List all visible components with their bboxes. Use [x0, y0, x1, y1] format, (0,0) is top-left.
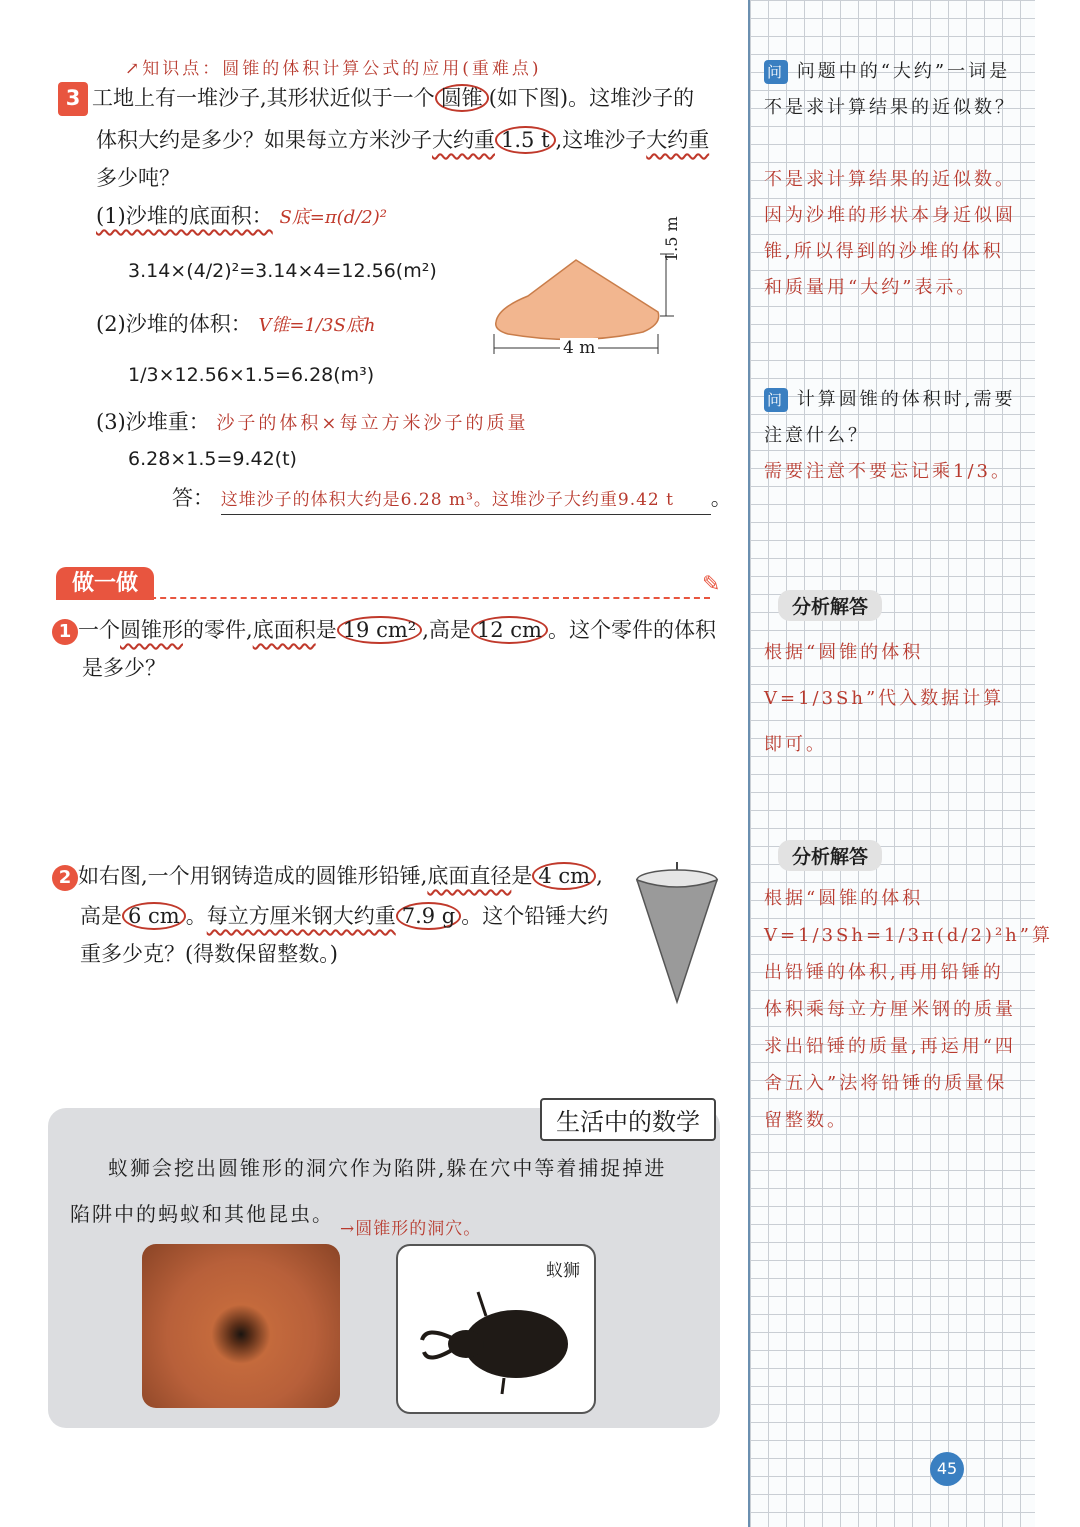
antlion-head — [448, 1330, 484, 1358]
note-q1: 问 问题中的“大约”一词是不是求计算结果的近似数？ — [764, 61, 1016, 118]
life-text-line1: 蚁狮会挖出圆锥形的洞穴作为陷阱,躲在穴中等着捕捉掉进 — [108, 1156, 667, 1180]
example-question: 3 工地上有一堆沙子,其形状近似于一个 圆锥 (如下图)。这堆沙子的 — [58, 82, 728, 116]
step1-calc: 3.14×(4/2)²=3.14×4=12.56(m²) — [128, 260, 437, 282]
arrow-icon: ↗ — [125, 59, 143, 79]
step3-calc: 6.28×1.5=9.42(t) — [128, 448, 297, 470]
practice-q2-line3: 重多少克？(得数保留整数。) — [80, 942, 338, 966]
question-badge-icon: 问 — [764, 60, 788, 84]
practice-divider — [140, 597, 710, 599]
q2-number: 2 — [52, 865, 78, 891]
figure-width-label: 4 m — [560, 338, 598, 358]
life-note: →圆锥形的洞穴。 — [340, 1219, 482, 1239]
life-text-line2: 陷阱中的蚂蚁和其他昆虫。 — [70, 1202, 334, 1226]
life-math-title: 生活中的数学 — [540, 1098, 716, 1141]
step1: (1)沙堆的底面积： S底=π(d/2)² — [96, 204, 387, 228]
note-a1: 不是求计算结果的近似数。因为沙堆的形状本身近似圆锥,所以得到的沙堆的体积和质量用“大约”表示。 — [764, 169, 1016, 298]
notes-panel — [748, 0, 1053, 1527]
practice-title: 做一做 — [56, 567, 154, 600]
practice-q1: 1 一个圆锥形的零件,底面积是 19 cm² ,高是 12 cm 。这个零件的体积 — [52, 614, 732, 648]
q1-number: 1 — [52, 619, 78, 645]
note-q2: 问 计算圆锥的体积时,需要注意什么？ — [764, 389, 1016, 446]
antlion-pit-photo — [142, 1244, 340, 1408]
practice-header — [56, 566, 154, 597]
example-number: 3 — [58, 82, 88, 116]
practice-q2: 2 如右图,一个用钢铸造成的圆锥形铅锤,底面直径是 4 cm , — [52, 860, 632, 894]
antlion-photo — [396, 1244, 596, 1414]
question-badge-icon: 问 — [764, 388, 788, 412]
plumb-bob-body — [637, 880, 717, 1002]
analysis-header-2: 分析解答 — [778, 840, 882, 871]
pencil-icon: ✎ — [702, 572, 721, 597]
step2: (2)沙堆的体积： V锥=1/3S底h — [96, 312, 376, 336]
sand-cone-shape — [496, 260, 659, 340]
step3: (3)沙堆重： 沙子的体积×每立方米沙子的质量 — [96, 410, 529, 434]
figure-height-label: 1.5 m — [662, 216, 681, 262]
plumb-bob-figure — [634, 858, 720, 1008]
example-question-line3: 多少吨？ — [96, 166, 180, 190]
page-number: 45 — [930, 1452, 964, 1486]
analysis-2-text: 根据“圆锥的体积V=1/3Sh=1/3π(d/2)²h”算出铅锤的体积,再用铅锤的体积乘每立方厘米钢的质量求出铅锤的质量,再运用“四舍五入”法将铅锤的质量保留整数。 — [764, 888, 1053, 1131]
analysis-1-text: 根据“圆锥的体积V=1/3Sh”代入数据计算即可。 — [764, 642, 1005, 755]
life-math-box — [48, 1108, 720, 1428]
practice-q1-line2: 是多少？ — [82, 656, 166, 680]
knowledge-note: ↗知识点：圆锥的体积计算公式的应用(重难点) — [125, 59, 542, 79]
analysis-header-1: 分析解答 — [778, 590, 882, 621]
example-question-line2: 体积大约是多少？如果每立方米沙子大约重 1.5 t ,这堆沙子大约重 — [96, 128, 710, 152]
note-a2: 需要注意不要忘记乘1/3。 — [764, 461, 1012, 482]
antlion-label: 蚁狮 — [546, 1261, 580, 1281]
arrow-icon: → — [340, 1219, 356, 1239]
step2-calc: 1/3×12.56×1.5=6.28(m³) — [128, 364, 375, 386]
practice-q2-line2: 高是 6 cm 。每立方厘米钢大约重 7.9 g 。这个铅锤大约 — [80, 904, 609, 928]
answer: 答： 这堆沙子的体积大约是6.28 m³。这堆沙子大约重9.42 t 。 — [172, 482, 732, 516]
antlion-icon — [416, 1286, 576, 1396]
antlion-jaws — [422, 1332, 452, 1357]
